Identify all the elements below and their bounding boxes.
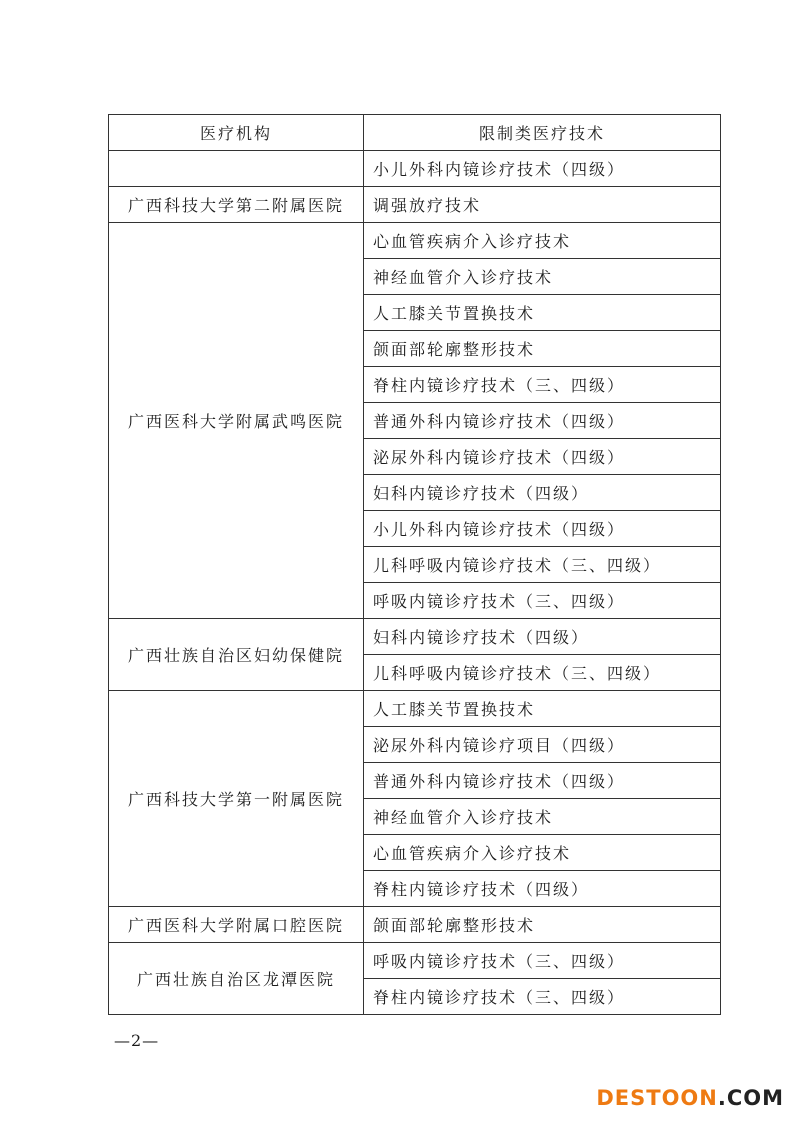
technology-cell: 泌尿外科内镜诊疗技术（四级） xyxy=(364,439,721,475)
technology-cell: 呼吸内镜诊疗技术（三、四级） xyxy=(364,943,721,979)
institution-cell: 广西壮族自治区龙潭医院 xyxy=(109,943,364,1015)
table-row xyxy=(109,619,721,655)
institution-cell: 广西科技大学第二附属医院 xyxy=(109,187,364,223)
technology-cell: 脊柱内镜诊疗技术（三、四级） xyxy=(364,979,721,1015)
technology-cell: 神经血管介入诊疗技术 xyxy=(364,799,721,835)
table-row xyxy=(109,187,721,223)
table-row xyxy=(109,691,721,727)
table-body xyxy=(109,151,721,1015)
technology-cell: 调强放疗技术 xyxy=(364,187,721,223)
table-row xyxy=(109,223,721,259)
header-technology: 限制类医疗技术 xyxy=(364,115,721,151)
table-row xyxy=(109,151,721,187)
technology-cell: 神经血管介入诊疗技术 xyxy=(364,259,721,295)
watermark-logo xyxy=(596,1086,784,1110)
technology-cell: 小儿外科内镜诊疗技术（四级） xyxy=(364,511,721,547)
technology-cell: 儿科呼吸内镜诊疗技术（三、四级） xyxy=(364,547,721,583)
technology-cell: 心血管疾病介入诊疗技术 xyxy=(364,835,721,871)
technology-cell: 小儿外科内镜诊疗技术（四级） xyxy=(364,151,721,187)
institution-cell: 广西壮族自治区妇幼保健院 xyxy=(109,619,364,691)
technology-cell: 妇科内镜诊疗技术（四级） xyxy=(364,475,721,511)
table-row xyxy=(109,943,721,979)
institution-cell: 广西医科大学附属武鸣医院 xyxy=(109,223,364,619)
institution-cell: 广西科技大学第一附属医院 xyxy=(109,691,364,907)
header-institution: 医疗机构 xyxy=(109,115,364,151)
technology-table xyxy=(108,114,721,1015)
institution-cell xyxy=(109,151,364,187)
institution-cell: 广西医科大学附属口腔医院 xyxy=(109,907,364,943)
technology-cell: 人工膝关节置换技术 xyxy=(364,691,721,727)
technology-cell: 脊柱内镜诊疗技术（三、四级） xyxy=(364,367,721,403)
watermark-text-main: DESTOON xyxy=(596,1086,718,1110)
technology-cell: 颌面部轮廓整形技术 xyxy=(364,331,721,367)
technology-cell: 心血管疾病介入诊疗技术 xyxy=(364,223,721,259)
table-row xyxy=(109,907,721,943)
technology-cell: 脊柱内镜诊疗技术（四级） xyxy=(364,871,721,907)
watermark-text-suffix: .COM xyxy=(717,1086,784,1110)
technology-cell: 妇科内镜诊疗技术（四级） xyxy=(364,619,721,655)
technology-cell: 儿科呼吸内镜诊疗技术（三、四级） xyxy=(364,655,721,691)
technology-cell: 颌面部轮廓整形技术 xyxy=(364,907,721,943)
technology-cell: 人工膝关节置换技术 xyxy=(364,295,721,331)
table-header-row xyxy=(109,115,721,151)
technology-cell: 普通外科内镜诊疗技术（四级） xyxy=(364,403,721,439)
page-number: —2— xyxy=(114,1031,160,1050)
technology-cell: 呼吸内镜诊疗技术（三、四级） xyxy=(364,583,721,619)
technology-cell: 普通外科内镜诊疗技术（四级） xyxy=(364,763,721,799)
technology-cell: 泌尿外科内镜诊疗项目（四级） xyxy=(364,727,721,763)
